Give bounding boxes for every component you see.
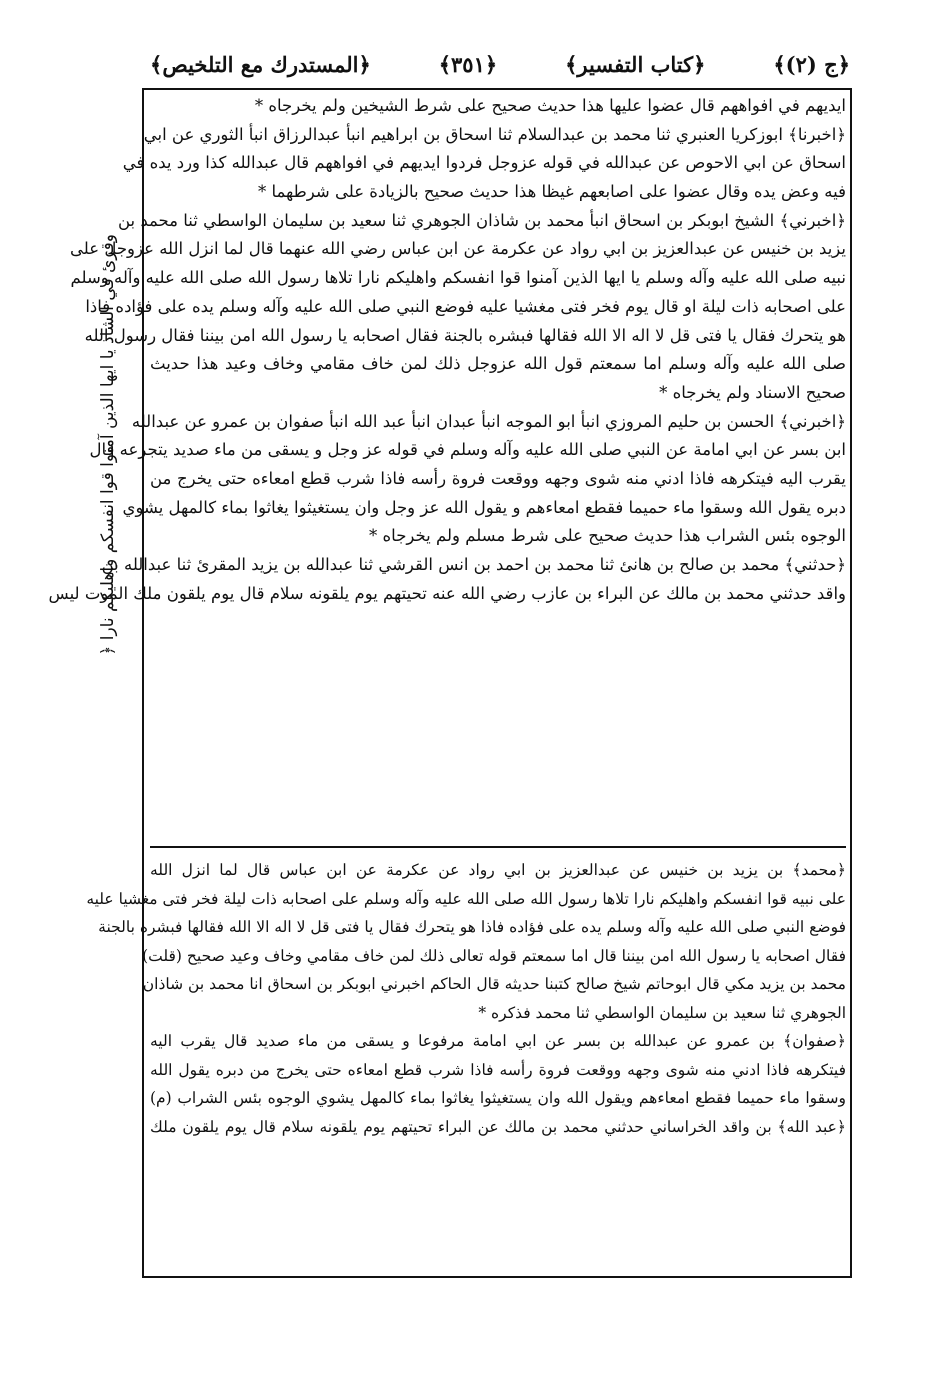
text-line: يقرب اليه فيتكرهه فاذا ادني منه شوى وجهه ووقعت فروة رأسه فاذا شرب قطع امعاءه حتى يخرج من xyxy=(150,468,846,488)
note-line: فقال اصحابه يا رسول الله امن بيننا قال اما سمعتم قوله تعالى ذلك لمن خاف مقامي وخاف وعيد صحيح (قلت) xyxy=(142,946,846,965)
section-divider xyxy=(150,846,846,848)
text-line: هو يتحرك فقال يا فتى قل لا اله الا الله فقالها فبشره بالجنة فقال اصحابه يا رسول الله امن بيننا فقال رسول الله xyxy=(84,325,846,345)
note-line: محمد بن يزيد مكي قال ابوحاتم شيخ صالح كتبنا حديثه قال الحاكم اخبرني ابوبكر بن اسحاق انا محمد بن شاذان xyxy=(142,975,846,993)
note-line: على نبيه قوا انفسكم واهليكم نارا تلاها رسول الله صلى الله عليه وآله وسلم على اصحابه ذات ليلة فخر فتى مغشيا عليه xyxy=(86,889,846,908)
text-line: ايديهم في افواههم قال عضوا عليها هذا حديث صحيح على شرط الشيخين ولم يخرجاه * xyxy=(254,96,846,115)
text-line: صحيح الاسناد ولم يخرجاه * xyxy=(659,382,846,402)
note-line: ﴿عبد الله﴾ بن واقد الخراساني حدثني محمد بن مالك عن البراء تحيتهم يوم يلقونه سلام قال يوم يلقون ملك xyxy=(150,1117,846,1136)
note-line: ﴿محمد﴾ بن يزيد بن خنيس عن عبدالعزيز بن ابي رواد عن عكرمة عن ابن عباس قال لما انزل الله xyxy=(150,861,846,879)
book-title: ﴿المستدرك مع التلخيص﴾ xyxy=(150,51,371,77)
text-line: صلى الله عليه وآله وسلم اما سمعتم قول الله عزوجل ذلك لمن خاف مقامي وخاف وعيد هذا حديث xyxy=(150,354,846,374)
text-line: ﴿اخبرني﴾ الحسن بن حليم المروزي انبأ ابو الموجه انبأ عبدان انبأ عبد الله انبأ صفوان بن عمرو عن عبدالله xyxy=(131,411,846,431)
page-header xyxy=(150,44,850,84)
text-line: ﴿اخبرنا﴾ ابوزكريا العنبري ثنا محمد بن عبدالسلام ثنا اسحاق بن ابراهيم انبأ عبدالرزاق انبأ الثوري عن ابي xyxy=(143,124,846,144)
note-line: ﴿صفوان﴾ بن عمرو عن عبدالله بن بسر عن ابي امامة مرفوعا و يسقى من ماء صديد قال يقرب اليه xyxy=(150,1032,846,1050)
text-line: واقد حدثني محمد بن مالك عن البراء بن عازب رضي الله عنه تحيتهم يوم يلقونه سلام قال يوم يلقون ملك الموت ليس xyxy=(48,583,846,603)
text-line: على اصحابه ذات ليلة او قال يوم فخر فتى مغشيا عليه فوضع النبي صلى الله عليه وآله وسلم يده على فؤاده فاذا xyxy=(85,296,846,316)
note-line: فيتكرهه فاذا ادني منه شوى وجهه ووقعت فروة رأسه فاذا شرب قطع امعاءه حتى يخرج من دبره يقول الله xyxy=(150,1060,846,1079)
text-line: الوجوه بئس الشراب هذا حديث صحيح على شرط مسلم ولم يخرجاه * xyxy=(369,526,846,546)
text-line: نبيه صلى الله عليه وآله وسلم يا ايها الذين آمنوا قوا انفسكم واهليكم نارا تلاها رسول الله صلى الله عليه وآله وسلم xyxy=(70,268,846,288)
talkhis-notes xyxy=(86,856,846,1141)
margin-note-text: وقرئ في الشاذ يا ايها الذين آمنوا قوا انفسكم واهليكم نارا ﴿ xyxy=(98,234,118,656)
note-line: وسقوا ماء حميما فقطع امعاءهم ويقول الله وان يستغيثوا يغاثوا بماء كالمهل يشوي الوجوه بئس الشراب (م) xyxy=(150,1089,846,1107)
text-line: ﴿حدثني﴾ محمد بن صالح بن هانئ ثنا محمد بن احمد بن انس القرشي ثنا عبدالله بن يزيد المقرئ ثنا عبدالله بن xyxy=(101,555,846,574)
page-number: ﴿٣٥١﴾ xyxy=(438,51,498,77)
text-line: اسحاق عن ابي الاحوص عن عبدالله في قوله عزوجل فردوا ايديهم في افواههم قال عبدالله كذا ورد يده في xyxy=(122,153,846,173)
text-line: ابن بسر عن ابي امامة عن النبي صلى الله عليه وآله وسلم في قوله عز وجل و يسقى من ماء صديد يتجرعه قال xyxy=(89,440,846,460)
chapter-title: ﴿كتاب التفسير﴾ xyxy=(565,51,706,77)
text-line: ﴿اخبرني﴾ الشيخ ابوبكر بن اسحاق انبأ محمد بن شاذان الجوهري ثنا سعيد بن سليمان الواسطي ثنا محمد بن xyxy=(117,210,846,230)
note-line: فوضع النبي صلى الله عليه وآله وسلم يده على فؤاده فاذا هو يتحرك فقال يا فتى قل لا اله الا الله فقالها فبشره بالجنة xyxy=(98,918,846,936)
note-line: الجوهري ثنا سعيد بن سليمان الواسطي ثنا محمد فذكره * xyxy=(478,1003,846,1022)
volume-label: ﴿ج (٢)﴾ xyxy=(773,51,850,77)
text-line: دبره يقول الله وسقوا ماء حميما فقطع امعاءهم و يقول الله عز وجل وان يستغيثوا يغاثوا بماء كالمهل يشوي xyxy=(122,497,846,517)
margin-note xyxy=(88,234,128,656)
text-line: فيه وعض يده وقال عضوا على اصابعهم غيظا هذا حديث صحيح بالزيادة على شرطهما * xyxy=(258,182,846,202)
text-line: يزيد بن خنيس عن عبدالعزيز بن ابي رواد عن عكرمة عن ابن عباس رضي الله عنهما قال لما انزل الله عزوجل على xyxy=(70,239,846,259)
